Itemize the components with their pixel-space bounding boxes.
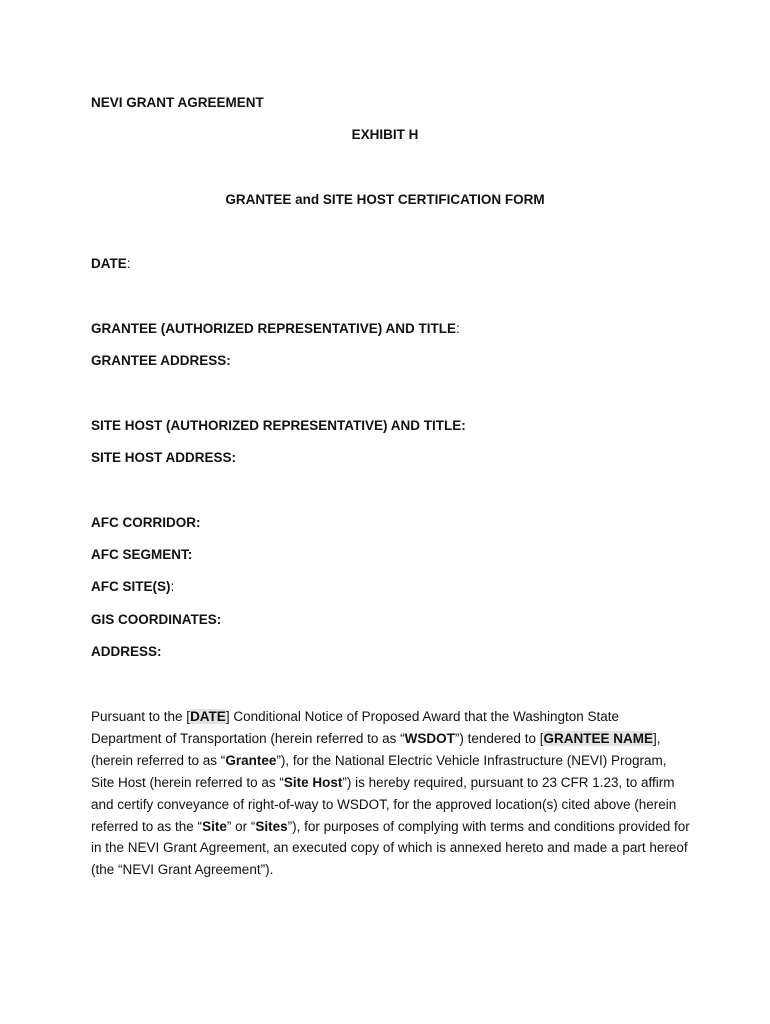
para-text-4: ], (herein referred to as “ [91, 730, 661, 768]
site-term: Site [202, 818, 227, 834]
wsdot-term: WSDOT [404, 730, 455, 746]
grantee-rep-field: GRANTEE (AUTHORIZED REPRESENTATIVE) AND TITLE: [91, 321, 460, 336]
para-text-1: Pursuant to the [ [91, 709, 191, 724]
afc-segment-label: AFC SEGMENT: [91, 547, 193, 562]
para-text-8: ”), for purposes of complying with terms and conditions provided for in the NEVI Grant Agreement, an executed copy of which is annexed hereto and made a part hereof (the “NEVI Grant Agreement”). [91, 818, 690, 878]
afc-corridor-label: AFC CORRIDOR: [91, 515, 201, 530]
para-text-5: ”), for the National Electric Vehicle Infrastructure (NEVI) Program, Site Host (herein referred to as “ [91, 752, 667, 790]
afc-sites-label: AFC SITE(S) [91, 579, 171, 594]
site-host-rep-label: SITE HOST (AUTHORIZED REPRESENTATIVE) AND TITLE: [91, 418, 466, 433]
grantee-rep-label: GRANTEE (AUTHORIZED REPRESENTATIVE) AND TITLE [91, 321, 457, 336]
para-text-7: ” or “ [226, 818, 256, 834]
site-host-term: Site Host [283, 774, 343, 790]
site-host-address-label: SITE HOST ADDRESS: [91, 450, 237, 465]
exhibit-label: EXHIBIT H [351, 127, 419, 142]
grantee-address-label: GRANTEE ADDRESS: [91, 353, 231, 368]
certification-paragraph [91, 706, 691, 881]
afc-sites-field: AFC SITE(S): [91, 579, 175, 594]
para-text-2: ] Conditional Notice of Proposed Award that the Washington State Department of Transportation (herein referred to as “ [91, 709, 620, 746]
form-title: GRANTEE and SITE HOST CERTIFICATION FORM [225, 192, 545, 207]
agreement-title: NEVI GRANT AGREEMENT [91, 95, 264, 110]
date-field: DATE: [91, 256, 131, 271]
sites-term: Sites [255, 818, 288, 834]
para-text-6: ”) is hereby required, pursuant to 23 CFR 1.23, to affirm and certify conveyance of right-of-way to WSDOT, for the approved location(s) cited above (herein referred to as the “ [91, 774, 677, 834]
para-text-3: ”) tendered to [ [454, 730, 544, 746]
grantee-name-placeholder: GRANTEE NAME [543, 730, 653, 746]
date-placeholder: DATE [190, 709, 226, 724]
address-label: ADDRESS: [91, 644, 162, 659]
grantee-term: Grantee [225, 752, 277, 768]
gis-coordinates-label: GIS COORDINATES: [91, 612, 222, 627]
date-label: DATE [91, 256, 127, 271]
